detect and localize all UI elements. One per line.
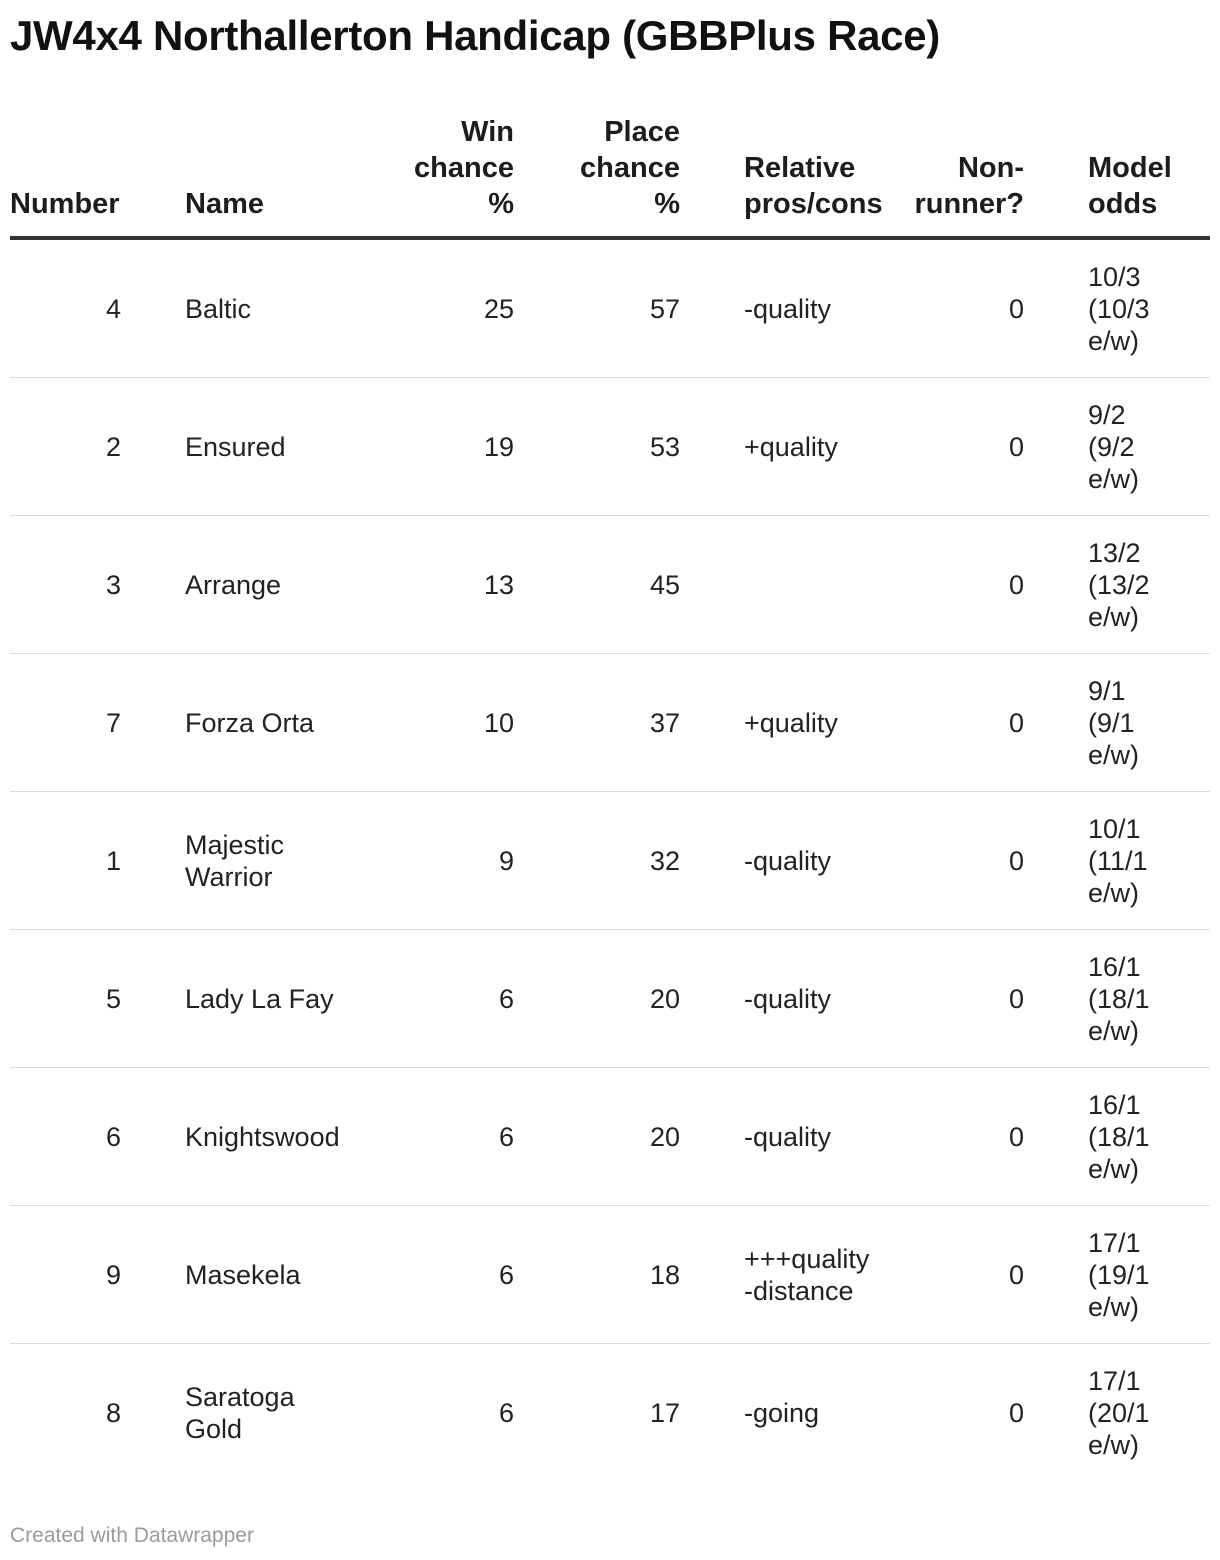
cell-pros-cons: +++quality -distance: [680, 1206, 883, 1344]
table-body: [10, 238, 1210, 1481]
table-row: [10, 1068, 1210, 1206]
cell-non-runner: 0: [883, 930, 1024, 1068]
cell-win-chance: 6: [498, 1397, 514, 1428]
cell-pros-cons: -quality: [680, 792, 883, 930]
footer-credit: Created with Datawrapper: [10, 1524, 254, 1547]
cell-number: 7: [10, 654, 185, 792]
cell-place-chance: 45: [514, 516, 680, 654]
table-row: [10, 792, 1210, 930]
cell-name: Baltic: [185, 238, 365, 378]
cell-model-odds: 13/2 (13/2 e/w): [1024, 516, 1210, 654]
cell-win-chance: 10: [365, 654, 514, 792]
column-header-model-odds[interactable]: Model odds: [1024, 110, 1210, 238]
cell-name: Majestic Warrior: [185, 792, 365, 930]
table-row: [10, 238, 1210, 378]
cell-win-chance: 13: [365, 516, 514, 654]
cell-win-chance: 19: [365, 378, 514, 516]
table-row: [10, 378, 1210, 516]
column-header-win-chance[interactable]: Win chance %: [365, 110, 514, 238]
column-header-number[interactable]: Number: [10, 110, 185, 238]
cell-non-runner: 0: [883, 654, 1024, 792]
column-header-pros-cons[interactable]: Relative pros/cons: [680, 110, 883, 238]
cell-number: 3: [10, 516, 185, 654]
table-row: [10, 1344, 1210, 1482]
cell-number: 6: [10, 1068, 185, 1206]
cell-number: 9: [10, 1206, 185, 1344]
cell-number: 2: [10, 378, 185, 516]
cell-win-chance: 6: [365, 930, 514, 1068]
cell-non-runner: 0: [1008, 1397, 1024, 1428]
cell-non-runner: 0: [883, 238, 1024, 378]
cell-place-chance: 53: [514, 378, 680, 516]
cell-pros-cons: -quality: [680, 930, 883, 1068]
cell-pros-cons: -quality: [680, 238, 883, 378]
cell-place-chance: 18: [514, 1206, 680, 1344]
cell-win-chance: 9: [365, 792, 514, 930]
cell-pros-cons: -going: [744, 1397, 820, 1428]
cell-name: Saratoga Gold: [185, 1381, 295, 1444]
table-row: [10, 654, 1210, 792]
column-header-place-chance[interactable]: Place chance %: [514, 110, 680, 238]
table-row: [10, 1206, 1210, 1344]
cell-model-odds: 9/2 (9/2 e/w): [1024, 378, 1210, 516]
table-row: [10, 516, 1210, 654]
cell-non-runner: 0: [883, 1206, 1024, 1344]
cell-number: 4: [10, 238, 185, 378]
cell-pros-cons: +quality: [680, 378, 883, 516]
cell-win-chance: 25: [365, 238, 514, 378]
cell-name: Masekela: [185, 1206, 365, 1344]
cell-model-odds: 10/1 (11/1 e/w): [1024, 792, 1210, 930]
cell-place-chance: 20: [514, 1068, 680, 1206]
cell-model-odds: 9/1 (9/1 e/w): [1024, 654, 1210, 792]
cell-place-chance: 20: [514, 930, 680, 1068]
cell-place-chance: 37: [514, 654, 680, 792]
cell-name: Knightswood: [185, 1068, 365, 1206]
cell-place-chance: 17: [649, 1397, 680, 1428]
cell-model-odds: 17/1 (19/1 e/w): [1024, 1206, 1210, 1344]
cell-name: Ensured: [185, 378, 365, 516]
cell-model-odds: 10/3 (10/3 e/w): [1024, 238, 1210, 378]
cell-model-odds: 16/1 (18/1 e/w): [1024, 1068, 1210, 1206]
chart-title: JW4x4 Northallerton Handicap (GBBPlus Race): [10, 12, 940, 59]
cell-non-runner: 0: [883, 516, 1024, 654]
cell-number: 5: [10, 930, 185, 1068]
cell-pros-cons: +quality: [680, 654, 883, 792]
column-header-name[interactable]: Name: [185, 110, 365, 238]
cell-place-chance: 57: [514, 238, 680, 378]
cell-pros-cons: -quality: [680, 1068, 883, 1206]
cell-place-chance: 32: [514, 792, 680, 930]
cell-model-odds: 17/1 (20/1 e/w): [1088, 1365, 1150, 1460]
race-table: [10, 110, 1210, 1481]
cell-model-odds: 16/1 (18/1 e/w): [1024, 930, 1210, 1068]
cell-pros-cons: [680, 516, 883, 654]
cell-non-runner: 0: [883, 1068, 1024, 1206]
table-row: [10, 930, 1210, 1068]
column-header-non-runner[interactable]: Non- runner?: [883, 110, 1024, 238]
cell-non-runner: 0: [883, 378, 1024, 516]
cell-number: 8: [105, 1397, 121, 1428]
cell-non-runner: 0: [883, 792, 1024, 930]
cell-name: Arrange: [185, 516, 365, 654]
cell-name: Lady La Fay: [185, 930, 365, 1068]
header-row: [10, 110, 1210, 238]
cell-win-chance: 6: [365, 1068, 514, 1206]
cell-name: Forza Orta: [185, 654, 365, 792]
cell-win-chance: 6: [365, 1206, 514, 1344]
cell-number: 1: [10, 792, 185, 930]
